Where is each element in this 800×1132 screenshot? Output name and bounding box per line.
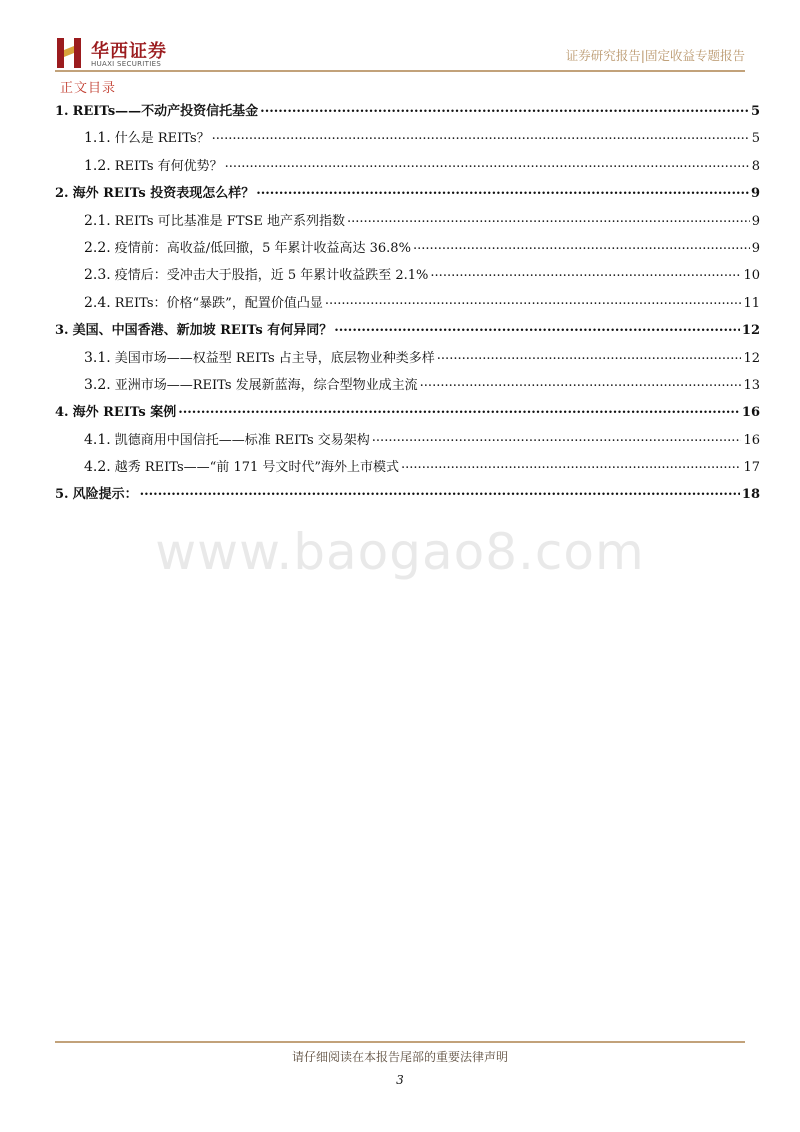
toc-dot-leader	[334, 321, 740, 334]
toc-entry-number: 2.2.	[84, 239, 111, 256]
section-label: 正文目录	[60, 81, 117, 96]
toc-entry[interactable]	[55, 401, 760, 428]
toc-entry-page: 17	[743, 460, 760, 476]
toc-entry-number: 3.1.	[84, 349, 111, 366]
toc-entry-title: 美国市场——权益型 REITs 占主导，底层物业种类多样	[114, 350, 435, 366]
toc-dot-leader	[212, 129, 750, 142]
toc-dot-leader	[260, 102, 749, 115]
toc-entry-title: REITs：价格“暴跌”，配置价值凸显	[114, 295, 323, 311]
toc-entry-page: 12	[743, 350, 760, 366]
toc-entry-page: 8	[751, 158, 760, 174]
toc-entry-title: REITs 有何优势？	[114, 158, 223, 174]
huaxi-logo-icon	[55, 36, 85, 70]
toc-dot-leader	[347, 212, 750, 225]
toc-entry[interactable]	[55, 155, 760, 182]
toc-entry-number: 5.	[55, 487, 69, 503]
toc-dot-leader	[325, 294, 742, 307]
toc-entry[interactable]	[55, 319, 760, 346]
toc-entry-title: 美国、中国香港、新加坡 REITs 有何异同？	[72, 323, 333, 339]
toc-entry-number: 2.4.	[84, 294, 111, 311]
toc-entry-page: 16	[741, 405, 760, 421]
toc-entry-number: 1.1.	[84, 130, 111, 147]
page-number: 3	[396, 1073, 404, 1087]
toc-entry-title: 亚洲市场——REITs 发展新蓝海，综合型物业成主流	[114, 377, 418, 393]
toc-dot-leader	[430, 266, 741, 279]
header-divider	[55, 70, 745, 72]
toc-entry-number: 2.	[55, 186, 69, 202]
toc-entry[interactable]	[55, 292, 760, 319]
toc-dot-leader	[437, 349, 742, 362]
toc-entry-title: 疫情前：高收益/低回撤，5 年累计收益高达 36.8%	[114, 240, 411, 256]
toc-entry-number: 2.3.	[84, 267, 111, 284]
toc-entry-number: 1.	[55, 104, 69, 119]
toc-entry[interactable]	[55, 483, 760, 510]
toc-entry-title: 什么是 REITs？	[114, 131, 210, 147]
toc-entry-page: 18	[741, 487, 760, 503]
toc-entry-page: 9	[750, 186, 760, 202]
toc-entry-number: 4.2.	[84, 459, 111, 476]
toc-entry[interactable]	[55, 100, 760, 127]
toc-entry-page: 11	[743, 295, 760, 311]
toc-entry[interactable]	[55, 210, 760, 237]
toc-entry-title: 凯德商用中国信托——标准 REITs 交易架构	[114, 432, 370, 448]
watermark: www.baogao8.com	[155, 523, 645, 581]
toc-dot-leader	[225, 157, 750, 170]
toc-entry-number: 3.	[55, 323, 69, 339]
toc-entry-number: 4.	[55, 405, 69, 421]
logo-chinese-name: 华西证券	[91, 41, 167, 62]
company-logo	[55, 36, 175, 70]
toc-entry-title: 疫情后：受冲击大于股指，近 5 年累计收益跌至 2.1%	[114, 268, 429, 284]
toc-entry-number: 1.2.	[84, 157, 111, 174]
toc-entry-page: 5	[750, 104, 760, 119]
footer-divider	[55, 1041, 745, 1043]
toc-entry-title: REITs 可比基准是 FTSE 地产系列指数	[114, 213, 346, 229]
toc-dot-leader	[420, 376, 742, 389]
toc-entry-title: 越秀 REITs——“前 171 号文时代”海外上市模式	[114, 460, 400, 476]
report-type: 证券研究报告|固定收益专题报告	[565, 48, 745, 63]
toc-dot-leader	[140, 485, 740, 498]
toc-entry-number: 2.1.	[84, 212, 111, 229]
toc-entry-page: 9	[751, 213, 760, 229]
toc-dot-leader	[413, 239, 750, 252]
toc-entry[interactable]	[55, 456, 760, 483]
toc-dot-leader	[401, 458, 741, 471]
toc-entry-page: 16	[743, 432, 760, 448]
toc-entry-page: 13	[743, 377, 760, 393]
toc-entry-title: 海外 REITs 案例	[72, 405, 177, 421]
toc-entry-page: 12	[741, 323, 760, 339]
toc-entry-page: 10	[743, 268, 760, 284]
toc-entry-title: REITs——不动产投资信托基金	[72, 104, 259, 119]
toc-entry-title: 风险提示：	[72, 487, 138, 503]
toc-entry-page: 9	[751, 240, 760, 256]
toc-entry-number: 3.2.	[84, 376, 111, 393]
toc-entry[interactable]	[55, 429, 760, 456]
logo-english-name: HUAXI SECURITIES	[91, 60, 162, 68]
toc-entry-page: 5	[751, 131, 760, 147]
toc-entry-title: 海外 REITs 投资表现怎么样？	[72, 186, 255, 202]
footer-disclaimer: 请仔细阅读在本报告尾部的重要法律声明	[291, 1050, 508, 1064]
toc-entry[interactable]	[55, 127, 760, 154]
toc-entry[interactable]	[55, 347, 760, 374]
toc-entry[interactable]	[55, 182, 760, 209]
toc-entry-number: 4.1.	[84, 431, 111, 448]
table-of-contents	[55, 100, 760, 511]
toc-entry[interactable]	[55, 264, 760, 291]
toc-dot-leader	[372, 431, 742, 444]
toc-entry[interactable]	[55, 374, 760, 401]
toc-entry[interactable]	[55, 237, 760, 264]
toc-dot-leader	[256, 184, 749, 197]
toc-dot-leader	[178, 403, 740, 416]
